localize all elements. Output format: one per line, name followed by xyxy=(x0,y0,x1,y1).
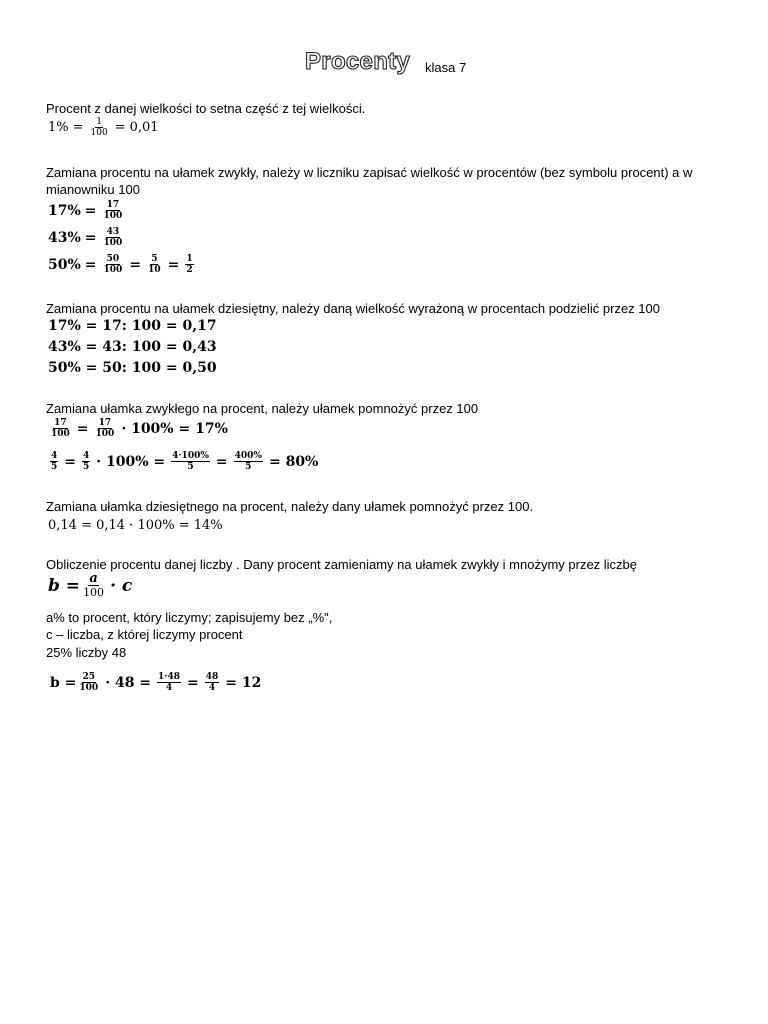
numerator: 17 xyxy=(106,200,120,210)
denominator: 5 xyxy=(51,462,58,472)
formula-lhs: b = xyxy=(50,674,77,691)
numerator: 25 xyxy=(82,672,96,682)
denominator: 4 xyxy=(208,683,216,693)
section-2-text-line2: mianowniku 100 xyxy=(46,182,140,197)
formula-lhs: 50% xyxy=(48,256,81,273)
formula-lhs: 17% xyxy=(48,202,81,219)
numerator: 48 xyxy=(205,672,219,682)
numerator: 50 xyxy=(106,254,120,264)
formula-17-percent-decimal: 17% = 17: 100 = 0,17 xyxy=(48,318,217,334)
formula-1-percent: 1% = $\frac{1}{100}$ = 0,01 xyxy=(48,117,159,138)
fraction xyxy=(147,254,162,275)
formula-example: b = $\frac{25}{100}$ · 48 = $\frac{1\cdot 48}{4}$ = $\frac{48}{4}$ = 12 xyxy=(50,672,262,693)
denominator: 2 xyxy=(186,265,193,275)
denominator: 100 xyxy=(103,265,123,275)
page-title: Procenty xyxy=(305,48,411,75)
numerator: 4·100% xyxy=(172,451,209,461)
fraction xyxy=(95,418,116,439)
fraction xyxy=(205,672,220,693)
denominator: 5 xyxy=(83,462,90,472)
formula-43-percent-fraction: 43% = $\frac{43}{100}$ xyxy=(48,227,123,248)
formula-lhs: 1% xyxy=(48,120,69,135)
formula-fraction-to-percent-1: $\frac{17}{100}$ = $\frac{17}{100}$ · 100% = 17% xyxy=(51,418,228,439)
section-4-text: Zamiana ułamka zwykłego na procent, należy ułamek pomnożyć przez 100 xyxy=(46,401,479,416)
formula-17-percent-fraction: 17% = $\frac{17}{100}$ xyxy=(48,200,123,221)
fraction xyxy=(185,254,193,275)
section-3-text: Zamiana procentu na ułamek dziesiętny, należy daną wielkość wyrażoną w procentach podzielić przez 100 xyxy=(46,301,660,316)
numerator: 1·48 xyxy=(158,672,180,682)
formula-tail: = 80% xyxy=(268,453,319,470)
formula-general xyxy=(48,572,132,599)
fraction xyxy=(78,672,99,693)
numerator: 400% xyxy=(234,451,262,461)
denominator: 100 xyxy=(103,238,123,248)
formula-50-percent-decimal: 50% = 50: 100 = 0,50 xyxy=(48,360,217,376)
fraction xyxy=(82,572,105,599)
formula-mid: · 100% = xyxy=(96,453,166,470)
denominator: 100 xyxy=(79,683,99,693)
note-c-number: c – liczba, z której liczymy procent xyxy=(46,627,243,642)
fraction xyxy=(90,117,109,138)
fraction xyxy=(103,254,124,275)
formula-tail: = 12 xyxy=(225,674,262,691)
numerator: 1 xyxy=(186,254,193,264)
numerator: 43 xyxy=(106,227,120,237)
numerator: 5 xyxy=(151,254,158,264)
formula-fraction-to-percent-2: $\frac{4}{5}$ = $\frac{4}{5}$ · 100% = $\frac{4\cdot 100\%}{5}$ = $\frac{400\%}{5}$ = 80% xyxy=(51,451,319,472)
fraction xyxy=(171,451,210,472)
formula-tail: · 100% = 17% xyxy=(121,420,228,437)
example-label: 25% liczby 48 xyxy=(46,645,127,660)
section-2-text-line1: Zamiana procentu na ułamek zwykły, należy w liczniku zapisać wielkość w procentów (bez symbolu procent) a w xyxy=(46,165,693,180)
numerator: 17 xyxy=(54,418,67,428)
page-subtitle: klasa 7 xyxy=(425,60,467,75)
denominator: 10 xyxy=(148,265,161,275)
numerator: 1 xyxy=(96,117,102,127)
numerator: 4 xyxy=(83,451,90,461)
formula-lhs: b = xyxy=(48,575,81,596)
denominator: 100 xyxy=(51,429,70,439)
denominator: 5 xyxy=(245,462,252,472)
formula-decimal-to-percent: 0,14 = 0,14 · 100% = 14% xyxy=(48,518,223,533)
numerator: a xyxy=(89,571,98,586)
fraction xyxy=(234,451,263,472)
formula-lhs: 43% xyxy=(48,229,81,246)
denominator: 4 xyxy=(165,683,173,693)
fraction xyxy=(50,418,71,439)
section-5-text: Zamiana ułamka dziesiętnego na procent, należy dany ułamek pomnożyć przez 100. xyxy=(46,499,534,514)
denominator: 100 xyxy=(90,128,108,138)
fraction xyxy=(103,227,124,248)
fraction xyxy=(50,451,58,472)
denominator: 100 xyxy=(103,211,123,221)
denominator: 5 xyxy=(187,462,194,472)
section-6-text: Obliczenie procentu danej liczby . Dany procent zamieniamy na ułamek zwykły i mnożymy przez liczbę xyxy=(46,557,638,572)
numerator: 17 xyxy=(98,418,112,428)
fraction xyxy=(103,200,124,221)
denominator: 100 xyxy=(95,429,115,439)
formula-tail: · c xyxy=(110,575,133,596)
formula-rhs: 0,01 xyxy=(129,120,159,135)
formula-50-percent-fraction: 50% = $\frac{50}{100}$ = $\frac{5}{10}$ = $\frac{1}{2}$ xyxy=(48,254,193,275)
fraction xyxy=(157,672,181,693)
formula-mid: · 48 = xyxy=(105,674,152,691)
fraction xyxy=(82,451,90,472)
numerator: 4 xyxy=(51,451,58,461)
note-a-percent: a% to procent, który liczymy; zapisujemy bez „%", xyxy=(46,610,333,625)
denominator: 100 xyxy=(83,586,105,599)
formula-43-percent-decimal: 43% = 43: 100 = 0,43 xyxy=(48,339,217,355)
definition-text: Procent z danej wielkości to setna część z tej wielkości. xyxy=(46,101,366,116)
